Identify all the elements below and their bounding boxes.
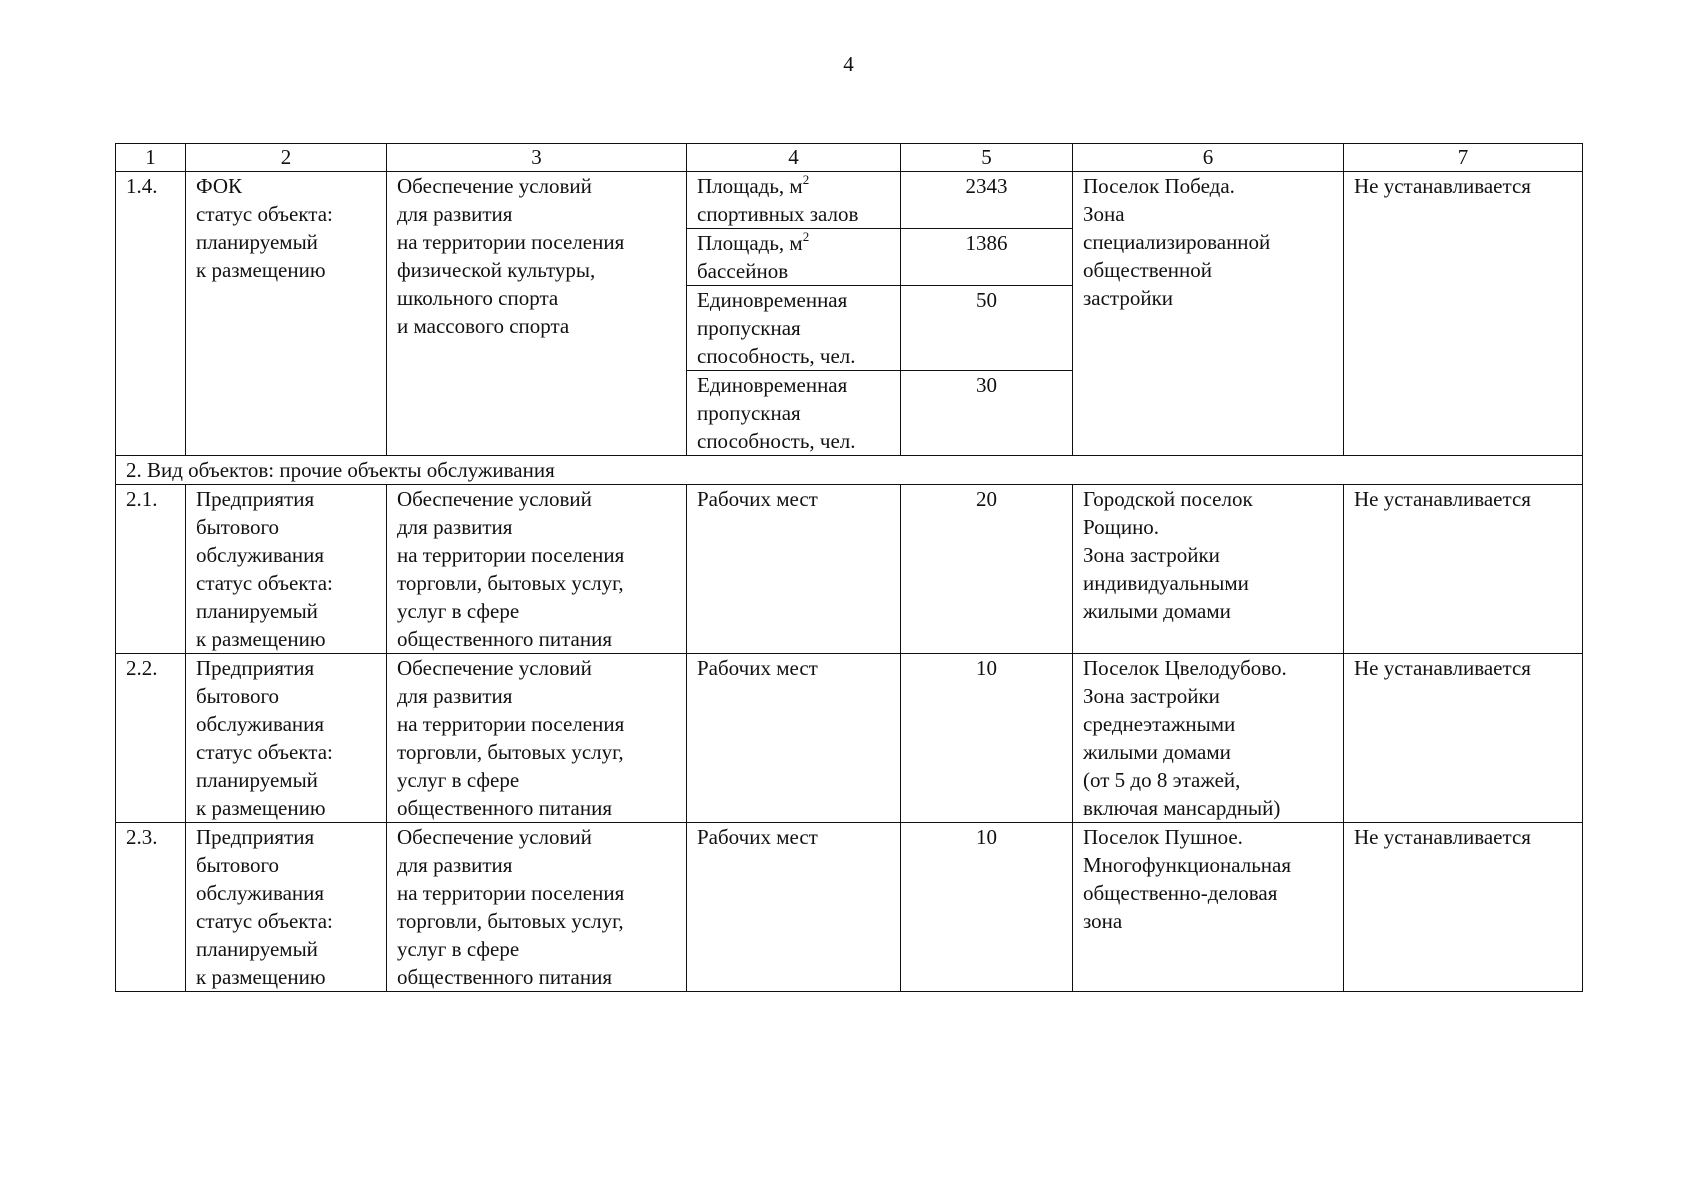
table-row (116, 485, 1583, 654)
parameter-value: 1386 (901, 229, 1073, 286)
object-location: Поселок Пушное. Многофункциональная общественно-деловая зона (1073, 823, 1344, 992)
parameter-value: 50 (901, 286, 1073, 371)
parameter-label: Единовременная пропускная способность, чел. (687, 371, 901, 456)
parameter-label-text: бассейнов (697, 259, 789, 283)
object-location: Городской поселок Рощино. Зона застройки индивидуальными жилыми домами (1073, 485, 1344, 654)
table-row (116, 172, 1583, 229)
object-location: Поселок Цвелодубово. Зона застройки среднеэтажными жилыми домами (от 5 до 8 этажей, включая мансардный) (1073, 654, 1344, 823)
parameter-value: 10 (901, 823, 1073, 992)
unit-superscript: 2 (802, 172, 810, 187)
row-number: 1.4. (116, 172, 186, 456)
parameter-label (687, 172, 901, 229)
object-purpose: Обеспечение условий для развития на территории поселения торговли, бытовых услуг, услуг в сфере общественного питания (387, 485, 687, 654)
parameter-label-text: спортивных залов (697, 202, 859, 226)
object-purpose: Обеспечение условий для развития на территории поселения торговли, бытовых услуг, услуг в сфере общественного питания (387, 823, 687, 992)
parameter-label: Рабочих мест (687, 485, 901, 654)
row-number: 2.1. (116, 485, 186, 654)
zone-status: Не устанавливается (1344, 823, 1583, 992)
header-cell: 7 (1344, 144, 1583, 172)
objects-table (115, 143, 1583, 992)
zone-status: Не устанавливается (1344, 172, 1583, 456)
parameter-label-text: Площадь, м (697, 231, 803, 255)
object-name: Предприятия бытового обслуживания статус объекта: планируемый к размещению (186, 654, 387, 823)
row-number: 2.3. (116, 823, 186, 992)
header-row (116, 144, 1583, 172)
page-number: 4 (843, 52, 854, 76)
parameter-label: Единовременная пропускная способность, чел. (687, 286, 901, 371)
header-cell: 3 (387, 144, 687, 172)
parameter-label: Рабочих мест (687, 823, 901, 992)
header-cell: 1 (116, 144, 186, 172)
header-cell: 2 (186, 144, 387, 172)
group-heading: 2. Вид объектов: прочие объекты обслуживания (116, 456, 1583, 485)
header-cell: 6 (1073, 144, 1344, 172)
zone-status: Не устанавливается (1344, 485, 1583, 654)
object-name: Предприятия бытового обслуживания статус объекта: планируемый к размещению (186, 485, 387, 654)
row-number: 2.2. (116, 654, 186, 823)
header-cell: 4 (687, 144, 901, 172)
table-row (116, 654, 1583, 823)
table-row (116, 823, 1583, 992)
object-name: ФОК статус объекта: планируемый к размещению (186, 172, 387, 456)
parameter-label (687, 229, 901, 286)
object-location: Поселок Победа. Зона специализированной общественной застройки (1073, 172, 1344, 456)
zone-status: Не устанавливается (1344, 654, 1583, 823)
unit-superscript: 2 (802, 229, 810, 244)
header-cell: 5 (901, 144, 1073, 172)
group-row (116, 456, 1583, 485)
object-name: Предприятия бытового обслуживания статус объекта: планируемый к размещению (186, 823, 387, 992)
parameter-value: 2343 (901, 172, 1073, 229)
parameter-label: Рабочих мест (687, 654, 901, 823)
object-purpose: Обеспечение условий для развития на территории поселения физической культуры, школьного спорта и массового спорта (387, 172, 687, 456)
parameter-value: 30 (901, 371, 1073, 456)
object-purpose: Обеспечение условий для развития на территории поселения торговли, бытовых услуг, услуг в сфере общественного питания (387, 654, 687, 823)
parameter-value: 20 (901, 485, 1073, 654)
parameter-value: 10 (901, 654, 1073, 823)
parameter-label-text: Площадь, м (697, 174, 803, 198)
